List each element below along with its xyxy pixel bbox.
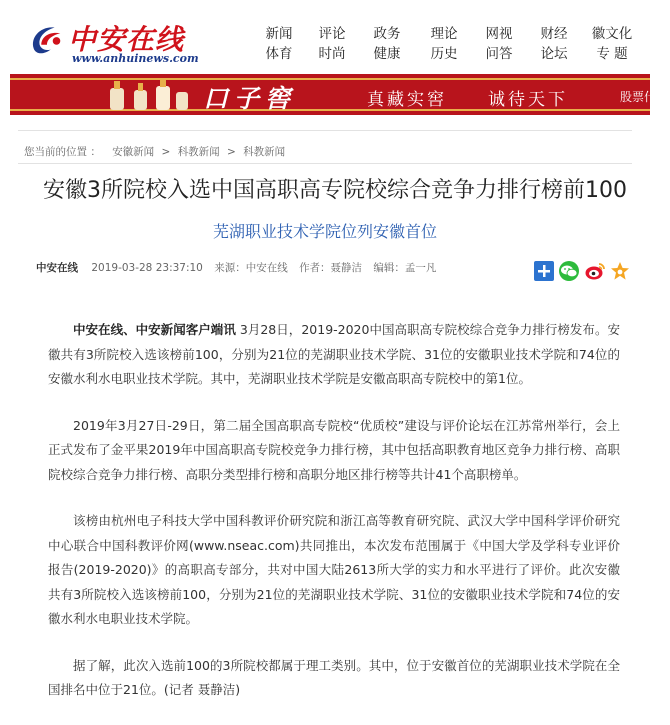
meta-source-name: 中安在线	[36, 262, 78, 274]
ad-banner[interactable]	[10, 74, 657, 115]
article-meta	[36, 260, 444, 275]
main-nav	[262, 24, 652, 68]
site-logo[interactable]	[28, 18, 218, 68]
breadcrumb-item-science-edu[interactable]: 科教新闻	[177, 146, 220, 158]
meta-datetime: 2019-03-28 23:37:10	[91, 262, 203, 274]
banner-slogan-1: 真藏实窖	[367, 90, 447, 110]
breadcrumb-separator: >	[227, 146, 236, 158]
nav-item-theory[interactable]: 理论	[430, 26, 458, 42]
breadcrumb-divider-bottom	[18, 163, 632, 164]
breadcrumb-separator: >	[161, 146, 171, 158]
nav-item-government[interactable]: 政务	[373, 26, 401, 42]
article-paragraph: 据了解，此次入选前100的3所院校都属于理工类别。其中，位于安徽首位的芜湖职业技术学院在全国排名中位于21位。(记者 聂静洁)	[48, 657, 620, 697]
nav-item-topics[interactable]: 专 题	[596, 46, 628, 62]
wechat-icon[interactable]	[558, 261, 578, 281]
breadcrumb-item-science-edu-news[interactable]: 科教新闻	[243, 146, 286, 158]
meta-source: 来源：中安在线	[214, 262, 288, 274]
nav-item-health[interactable]: 健康	[373, 46, 401, 62]
logo-swirl-icon	[28, 20, 66, 58]
breadcrumb-divider-top	[18, 130, 632, 131]
banner-brand: 口子窖	[203, 84, 297, 113]
breadcrumb-prefix: 您当前的位置 ：	[24, 146, 101, 158]
logo-text: 中安在线	[68, 23, 185, 56]
nav-item-news[interactable]: 新闻	[265, 26, 293, 42]
breadcrumb-item-anhui-news[interactable]: 安徽新闻	[112, 146, 155, 158]
nav-item-qa[interactable]: 问答	[485, 46, 513, 62]
paragraph-lead: 中安在线、中安新闻客户端讯	[73, 322, 236, 337]
nav-item-sports[interactable]: 体育	[265, 46, 293, 62]
nav-item-history[interactable]: 历史	[430, 46, 458, 62]
site-header	[0, 0, 650, 70]
article-subtitle: 芜湖职业技术学院位列安徽首位	[212, 222, 437, 241]
nav-item-hui-culture[interactable]: 徽文化	[591, 26, 633, 42]
breadcrumb	[24, 144, 285, 159]
banner-stock-code: 股票代	[620, 90, 657, 104]
weibo-icon[interactable]	[584, 261, 604, 281]
banner-slogan-2: 诚待天下	[488, 90, 568, 110]
share-bar	[534, 261, 634, 283]
nav-item-forum[interactable]: 论坛	[540, 46, 568, 62]
nav-item-video[interactable]: 网视	[485, 26, 513, 42]
plus-share-icon[interactable]	[534, 261, 554, 281]
article-paragraph: 中安在线、中安新闻客户端讯 3月28日，2019-2020中国高职高专院校综合竞争力排行榜发布。安徽共有3所院校入选该榜前100，分别为21位的芜湖职业技术学院、31位的安徽职业技术学院和74位的安徽水利水电职业技术学院。其中，芜湖职业技术学院是安徽高职高专院校中的第1位。	[48, 322, 620, 386]
meta-author: 作者：聂静洁	[299, 262, 363, 274]
liquor-bottles-icon	[104, 78, 194, 112]
nav-item-fashion[interactable]: 时尚	[318, 46, 346, 62]
favorite-star-icon[interactable]	[610, 261, 630, 281]
nav-item-comment[interactable]: 评论	[318, 26, 346, 42]
article-title: 安徽3所院校入选中国高职高专院校综合竞争力排行榜前100	[43, 178, 627, 203]
article-paragraph: 该榜由杭州电子科技大学中国科教评价研究院和浙江高等教育研究院、武汉大学中国科学评价研究中心联合中国科教评价网(www.nseac.com)共同推出，本次发布范围属于《中国大学及学科专业评价报告(2019-2020)》的高职高专部分，共对中国大陆2613所大学的实力和水平进行了评价。此次安徽共有3所院校入选该榜前100，分别为21位的芜湖职业技术学院、31位的安徽职业技术学院和74位的安徽水利水电职业技术学院。	[48, 513, 620, 626]
logo-url: www.anhuinews.com	[72, 52, 199, 65]
article-paragraph: 2019年3月27日-29日，第二届全国高职高专院校“优质校”建设与评价论坛在江苏常州举行，会上正式发布了金平果2019年中国高职高专院校竞争力排行榜，其中包括高职教育地区竞争力排行榜、高职院校综合竞争力排行榜、高职分类型排行榜和高职分地区排行榜等共计41个高职榜单。	[48, 417, 620, 482]
nav-item-finance[interactable]: 财经	[540, 26, 568, 42]
meta-editor: 编辑：孟一凡	[373, 262, 437, 274]
article-body	[48, 318, 620, 725]
